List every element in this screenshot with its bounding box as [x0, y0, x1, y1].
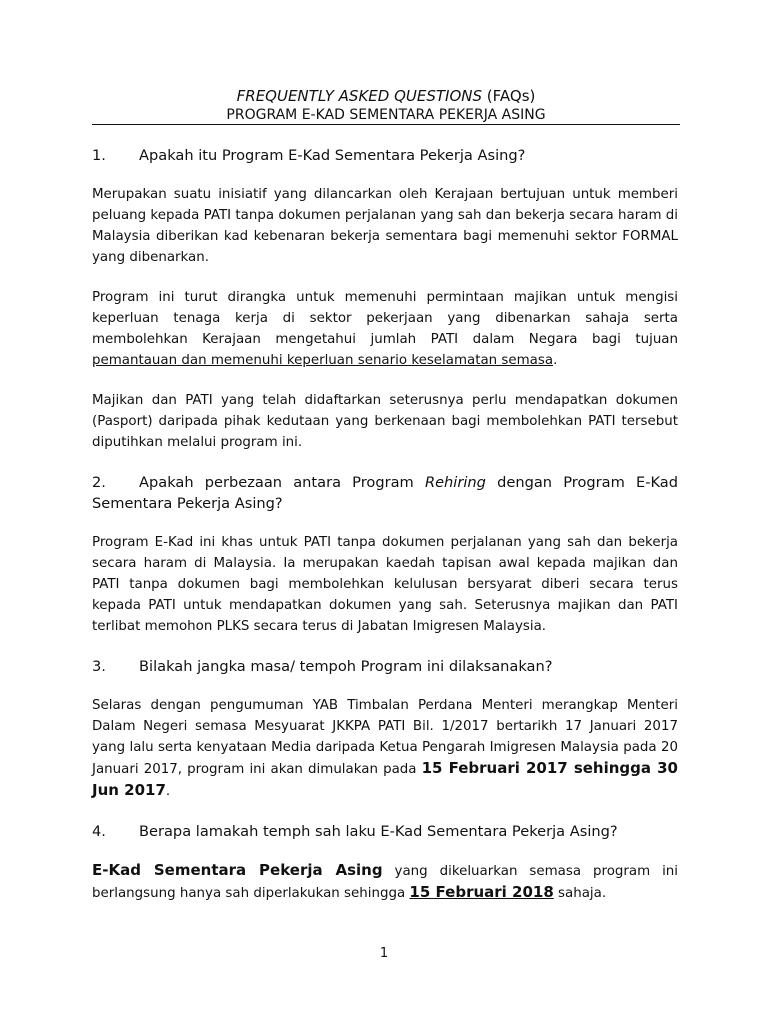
question-3 [92, 656, 678, 677]
answer-4-paragraph-1 [92, 860, 678, 904]
answer-1-paragraph-2 [92, 287, 678, 371]
answer-1-paragraph-2-text: Program ini turut dirangka untuk memenuhi permintaan majikan untuk mengisi keperluan tenaga kerja di sektor pekerjaan yang dibenarkan sahaja serta membolehkan Kerajaan mengetahui jumlah PATI dalam Negara bagi tujuan [92, 290, 678, 347]
question-3-text: Bilakah jangka masa/ tempoh Program ini dilaksanakan? [139, 658, 553, 675]
answer-3-period-dates: 15 Februari 2017 sehingga 30 Jun 2017 [92, 759, 678, 799]
question-4-text: Berapa lamakah temph sah laku E-Kad Sementara Pekerja Asing? [139, 823, 618, 840]
answer-4-text: yang dikeluarkan semasa program ini berlangsung hanya sah diperlakukan sehingga [92, 864, 679, 901]
question-2 [92, 472, 678, 514]
page-number: 1 [379, 946, 389, 961]
question-1-text: Apakah itu Program E-Kad Sementara Pekerja Asing? [139, 147, 526, 164]
answer-3-paragraph-1 [92, 695, 678, 802]
answer-4-card-name: E-Kad Sementara Pekerja Asing [92, 861, 383, 879]
answer-4-expiry-date: 15 Februari 2018 [409, 883, 554, 901]
document-body [92, 145, 678, 923]
answer-1-paragraph-3: Majikan dan PATI yang telah didaftarkan seterusnya perlu mendapatkan dokumen (Pasport) daripada pihak kedutaan yang berkenaan bagi membolehkan PATI tersebut diputihkan melalui program ini. [92, 393, 678, 450]
question-1-number: 1. [92, 147, 106, 164]
question-2-italic: Rehiring [424, 474, 486, 491]
answer-3-text: Selaras dengan pengumuman YAB Timbalan Perdana Menteri merangkap Menteri Dalam Negeri semasa Mesyuarat JKKPA PATI Bil. 1/2017 bertarikh 17 Januari 2017 yang lalu serta kenyataan Media daripada Ketua Pengarah Imigresen Malaysia pada 20 Januari 2017, program ini akan dimulakan pada [92, 698, 678, 777]
title-italic: FREQUENTLY ASKED QUESTIONS [236, 87, 483, 105]
document-subtitle: PROGRAM E-KAD SEMENTARA PEKERJA ASING [226, 107, 546, 123]
question-3-number: 3. [92, 658, 106, 675]
document-title [92, 86, 680, 106]
title-rule [92, 124, 680, 125]
title-block [92, 86, 680, 124]
answer-1-underlined-phrase: pemantauan dan memenuhi keperluan senario keselamatan semasa [92, 353, 554, 368]
question-2-number: 2. [92, 474, 106, 491]
answer-1-paragraph-2-end: . [553, 353, 558, 368]
title-suffix: (FAQs) [482, 87, 536, 105]
question-4 [92, 821, 678, 842]
answer-1-paragraph-1: Merupakan suatu inisiatif yang dilancarkan oleh Kerajaan bertujuan untuk memberi peluang kepada PATI tanpa dokumen perjalanan yang sah dan bekerja secara haram di Malaysia diberikan kad kebenaran bekerja sementara bagi memenuhi sektor FORMAL yang dibenarkan. [92, 187, 678, 265]
question-1 [92, 145, 678, 166]
question-2-text-a: Apakah perbezaan antara Program [139, 474, 425, 491]
answer-4-end: sahaja. [553, 886, 607, 901]
answer-3-end: . [165, 784, 171, 799]
question-4-number: 4. [92, 823, 106, 840]
answer-2-paragraph-1: Program E-Kad ini khas untuk PATI tanpa dokumen perjalanan yang sah dan bekerja secara haram di Malaysia. Ia merupakan kaedah tapisan awal kepada majikan dan PATI tanpa dokumen bagi membolehkan kelulusan bersyarat diberi secara terus kepada PATI untuk mendapatkan dokumen yang sah. Seterusnya majikan dan PATI terlibat memohon PLKS secara terus di Jabatan Imigresen Malaysia. [92, 535, 678, 634]
question-2-text-b: dengan Program E-Kad Sementara Pekerja Asing? [92, 474, 678, 512]
